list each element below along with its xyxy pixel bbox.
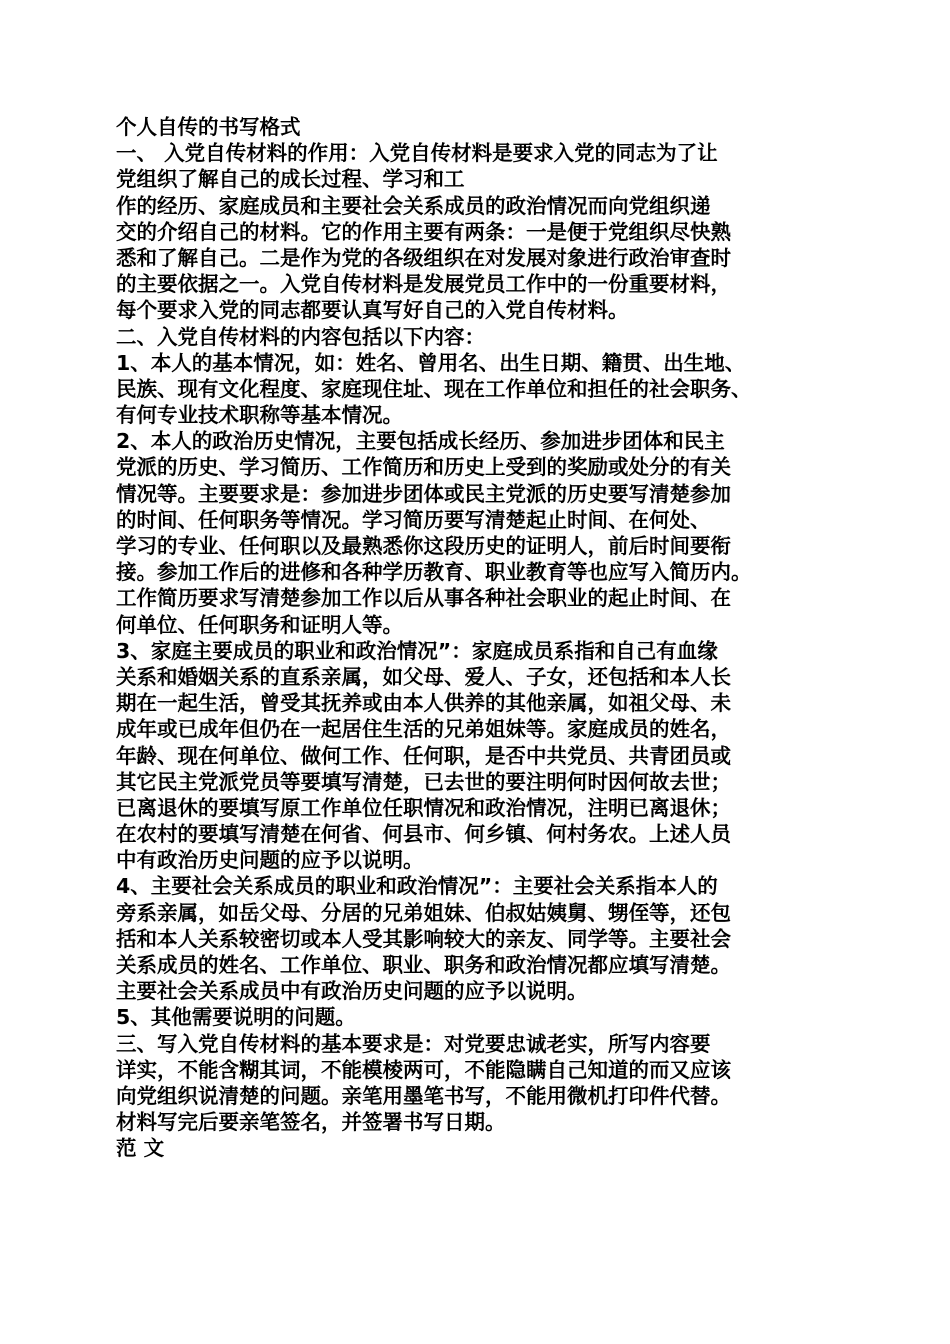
text-line: 作的经历、家庭成员和主要社会关系成员的政治情况而向党组织递 [116, 193, 711, 218]
text-line: 民族、现有文化程度、家庭现住址、现在工作单位和担任的社会职务、 [116, 376, 752, 401]
text-line: 年龄、现在何单位、做何工作、任何职，是否中共党员、共青团员或 [116, 743, 731, 768]
text-line: 党组织了解自己的成长过程、学习和工 [116, 167, 465, 192]
text-line: 何单位、任何职务和证明人等。 [116, 612, 403, 637]
text-line: 括和本人关系较密切或本人受其影响较大的亲友、同学等。主要社会 [116, 926, 731, 951]
item-2-line: 2、本人的政治历史情况，主要包括成长经历、参加进步团体和民主 [116, 429, 725, 454]
section-3-heading: 三、写入党自传材料的基本要求是：对党要忠诚老实，所写内容要 [116, 1031, 711, 1056]
text-line: 已离退休的要填写原工作单位任职情况和政治情况，注明已离退休； [116, 795, 731, 820]
text-line: 每个要求入党的同志都要认真写好自己的入党自传材料。 [116, 298, 629, 323]
text-line: 悉和了解自己。二是作为党的各级组织在对发展对象进行政治审查时 [116, 245, 731, 270]
text-line: 向党组织说清楚的问题。亲笔用墨笔书写，不能用微机打印件代替。 [116, 1083, 731, 1108]
document-body [116, 114, 846, 1162]
text-line: 的时间、任何职务等情况。学习简历要写清楚起止时间、在何处、 [116, 507, 711, 532]
text-line: 学习的专业、任何职以及最熟悉你这段历史的证明人，前后时间要衔 [116, 534, 731, 558]
text-line: 在农村的要填写清楚在何省、何县市、何乡镇、何村务农。上述人员 [116, 822, 731, 847]
document-title: 个人自传的书写格式 [116, 115, 301, 139]
text-line: 旁系亲属，如岳父母、分居的兄弟姐妹、伯叔姑姨舅、甥侄等，还包 [116, 900, 731, 925]
text-line: 中有政治历史问题的应予以说明。 [116, 848, 424, 873]
item-5-line: 5、其他需要说明的问题。 [116, 1005, 356, 1030]
text-line: 主要社会关系成员中有政治历史问题的应予以说明。 [116, 979, 588, 1004]
section-2-heading: 二、入党自传材料的内容包括以下内容： [116, 324, 485, 349]
text-line: 工作简历要求写清楚参加工作以后从事各种社会职业的起止时间、在 [116, 586, 731, 611]
item-1-line: 1、本人的基本情况，如：姓名、曾用名、出生日期、籍贯、出生地、 [116, 350, 746, 375]
text-line: 接。参加工作后的进修和各种学历教育、职业教育等也应写入简历内。 [116, 560, 752, 585]
text-line: 的主要依据之一。入党自传材料是发展党员工作中的一份重要材料， [116, 272, 731, 297]
text-line: 关系和婚姻关系的直系亲属，如父母、爱人、子女，还包括和本人长 [116, 664, 731, 689]
text-line: 期在一起生活，曾受其抚养或由本人供养的其他亲属，如祖父母、未 [116, 691, 731, 716]
example-heading: 范 文 [116, 1136, 165, 1161]
text-line: 情况等。主要要求是：参加进步团体或民主党派的历史要写清楚参加 [116, 481, 731, 506]
text-line: 其它民主党派党员等要填写清楚，已去世的要注明何时因何故去世； [116, 769, 731, 794]
text-line: 材料写完后要亲笔签名，并签署书写日期。 [116, 1110, 506, 1135]
text-line: 关系成员的姓名、工作单位、职业、职务和政治情况都应填写清楚。 [116, 953, 731, 977]
item-3-line: 3、家庭主要成员的职业和政治情况”：家庭成员系指和自己有血缘 [116, 638, 718, 663]
text-line: 成年或已成年但仍在一起居住生活的兄弟姐妹等。家庭成员的姓名， [116, 717, 731, 742]
text-line: 交的介绍自己的材料。它的作用主要有两条：一是便于党组织尽快熟 [116, 219, 731, 244]
text-line: 详实，不能含糊其词，不能模棱两可，不能隐瞒自己知道的而又应该 [116, 1057, 731, 1082]
item-4-line: 4、主要社会关系成员的职业和政治情况”：主要社会关系指本人的 [116, 874, 718, 899]
text-line: 有何专业技术职称等基本情况。 [116, 403, 403, 428]
section-1-heading: 一、 入党自传材料的作用：入党自传材料是要求入党的同志为了让 [116, 141, 718, 166]
text-line: 党派的历史、学习简历、工作简历和历史上受到的奖励或处分的有关 [116, 455, 731, 480]
